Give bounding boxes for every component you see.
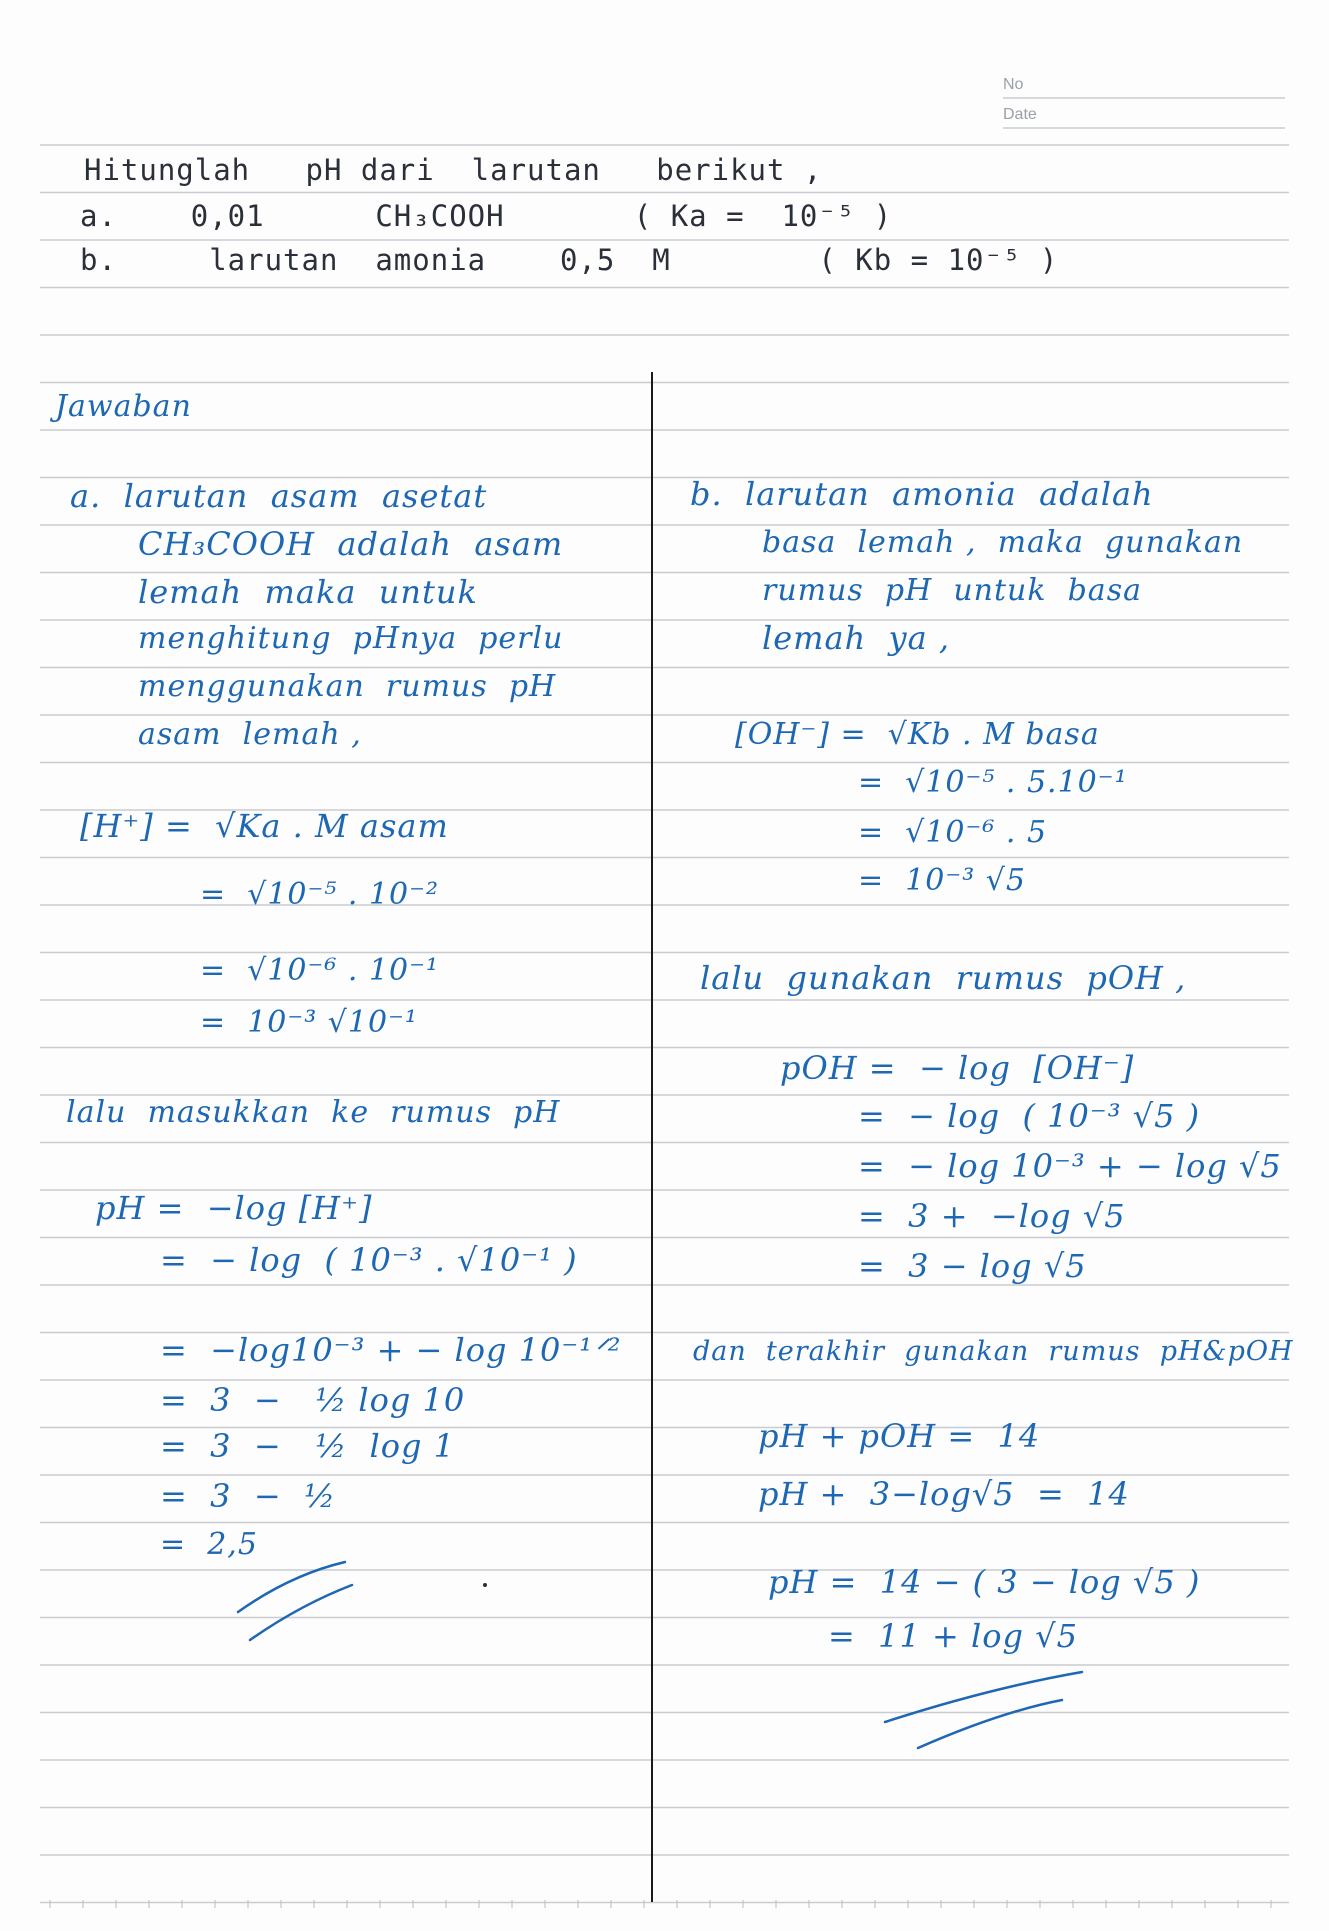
part-a-ph-step-1: pH = −log [H⁺] [95, 1189, 373, 1227]
part-a-intro-2: CH₃COOH adalah asam [138, 525, 564, 563]
part-a-h-step-4: = 10⁻³ √10⁻¹ [200, 1005, 418, 1040]
part-b-poh-step-2: = − log ( 10⁻³ √5 ) [858, 1097, 1201, 1135]
part-b-oh-step-3: = √10⁻⁶ . 5 [858, 815, 1048, 850]
part-b-transition-poh: lalu gunakan rumus pOH , [700, 959, 1187, 997]
question-line-2: a. 0,01 CH₃COOH ( Ka = 10⁻⁵ ) [80, 199, 893, 233]
part-b-poh-step-5: = 3 − log √5 [858, 1247, 1087, 1285]
part-b-oh-step-4: = 10⁻³ √5 [858, 863, 1026, 898]
answer-b-underline-2 [918, 1700, 1062, 1748]
part-b-poh-step-1: pOH = − log [OH⁻] [780, 1049, 1135, 1087]
part-a-ph-step-2: = − log ( 10⁻³ . √10⁻¹ ) [160, 1241, 578, 1279]
answer-heading: Jawaban [55, 389, 192, 424]
part-b-oh-step-2: = √10⁻⁵ . 5.10⁻¹ [858, 765, 1128, 800]
part-a-intro-1: a. larutan asam asetat [70, 477, 488, 515]
part-b-final-step-2: pH + 3−log√5 = 14 [758, 1475, 1130, 1513]
answer-a-underline-1 [238, 1562, 345, 1612]
header-no-label: No [1003, 76, 1024, 93]
pen-dot [483, 1583, 487, 1587]
part-b-final-step-4: = 11 + log √5 [828, 1617, 1078, 1655]
answer-b-underline-1 [885, 1672, 1082, 1722]
part-b-poh-step-3: = − log 10⁻³ + − log √5 [858, 1147, 1282, 1185]
part-a-intro-5: menggunakan rumus pH [138, 669, 557, 704]
part-a-ph-step-4: = 3 − ½ log 10 [160, 1381, 466, 1419]
part-a-ph-step-3: = −log10⁻³ + − log 10⁻¹ᐟ² [160, 1331, 622, 1369]
part-a-h-step-1: [H⁺] = √Ka . M asam [80, 807, 449, 845]
part-a-intro-6: asam lemah , [138, 717, 362, 752]
question-line-3: b. larutan amonia 0,5 M ( Kb = 10⁻⁵ ) [80, 243, 1059, 277]
part-a-ph-step-6: = 3 − ½ [160, 1477, 337, 1515]
part-a-intro-4: menghitung pHnya perlu [138, 621, 564, 656]
question-line-1: Hitunglah pH dari larutan berikut , [84, 153, 823, 187]
part-b-intro-2: basa lemah , maka gunakan [762, 525, 1244, 560]
part-b-final-step-3: pH = 14 − ( 3 − log √5 ) [768, 1563, 1201, 1601]
part-b-poh-step-4: = 3 + −log √5 [858, 1197, 1126, 1235]
part-a-ph-step-5: = 3 − ½ log 1 [160, 1427, 456, 1465]
part-b-final-step-1: pH + pOH = 14 [758, 1417, 1041, 1455]
part-a-h-step-2: = √10⁻⁵ . 10⁻² [200, 877, 440, 912]
part-b-transition-final: dan terakhir gunakan rumus pH&pOH [693, 1336, 1294, 1367]
header-date-label: Date [1003, 106, 1037, 123]
part-a-intro-3: lemah maka untuk [138, 573, 478, 611]
part-a-ph-step-7: = 2,5 [160, 1527, 258, 1562]
part-b-oh-step-1: [OH⁻] = √Kb . M basa [735, 717, 1100, 752]
part-b-intro-3: rumus pH untuk basa [762, 573, 1142, 608]
part-b-intro-4: lemah ya , [762, 619, 951, 657]
part-a-transition: lalu masukkan ke rumus pH [66, 1095, 561, 1130]
part-a-h-step-3: = √10⁻⁶ . 10⁻¹ [200, 953, 440, 988]
part-b-intro-1: b. larutan amonia adalah [690, 475, 1154, 513]
